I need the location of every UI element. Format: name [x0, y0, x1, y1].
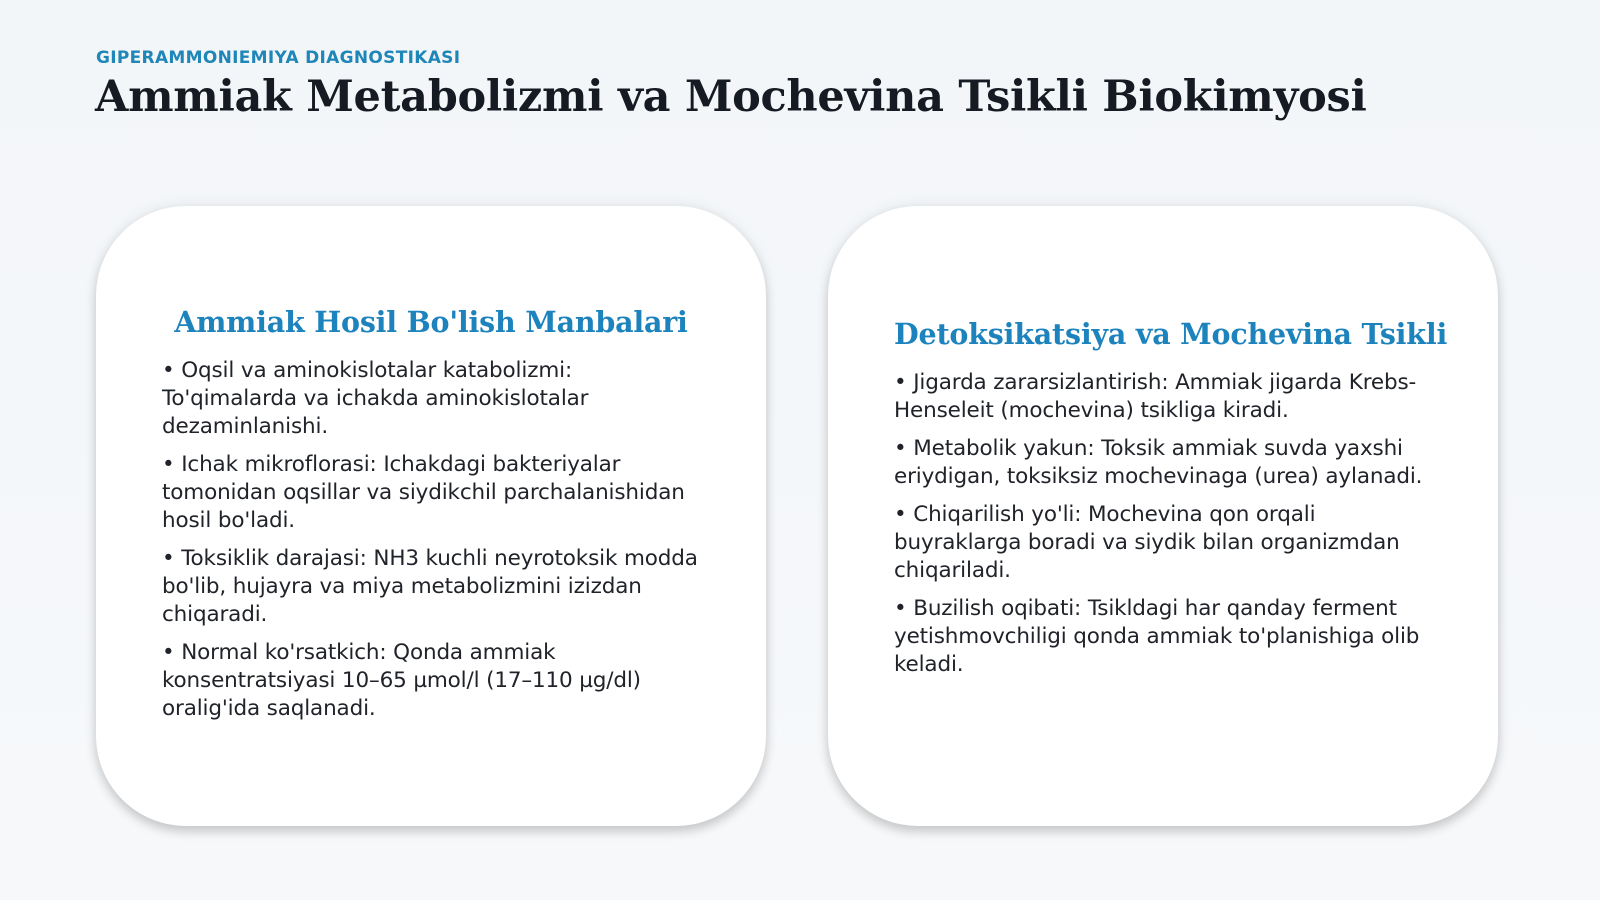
list-item: • Buzilish oqibati: Tsikldagi har qanday ferment yetishmovchiligi qonda ammiak to'planishiga olib keladi. [894, 596, 1420, 677]
card-ammonia-sources [96, 206, 766, 826]
list-item: • Metabolik yakun: Toksik ammiak suvda yaxshi eriydigan, toksiksiz mochevinaga (urea) aylanadi. [894, 436, 1423, 489]
page-title: Ammiak Metabolizmi va Mochevina Tsikli Biokimyosi [95, 72, 1367, 122]
card-title: Detoksikatsiya va Mochevina Tsikli [894, 317, 1448, 351]
list-item: • Chiqarilish yo'li: Mochevina qon orqali buyraklarga boradi va siydik bilan organizmdan chiqariladi. [894, 502, 1400, 583]
card-urea-cycle [828, 206, 1498, 826]
bullet-list [894, 369, 1432, 679]
list-item: • Toksiklik darajasi: NH3 kuchli neyrotoksik modda bo'lib, hujayra va miya metabolizmini izizdan chiqaradi. [162, 546, 698, 627]
list-item: • Ichak mikroflorasi: Ichakdagi bakteriyalar tomonidan oqsillar va siydikchil parchalanishidan hosil bo'ladi. [162, 452, 685, 533]
list-item: • Oqsil va aminokislotalar katabolizmi: To'qimalarda va ichakda aminokislotalar dezaminlanishi. [162, 358, 589, 439]
section-eyebrow: GIPERAMMONIEMIYA DIAGNOSTIKASI [96, 48, 461, 68]
bullet-list [162, 357, 700, 723]
list-item: • Normal ko'rsatkich: Qonda ammiak konsentratsiyasi 10–65 µmol/l (17–110 µg/dl) oralig'ida saqlanadi. [162, 640, 641, 721]
list-item: • Jigarda zararsizlantirish: Ammiak jigarda Krebs-Henseleit (mochevina) tsikliga kiradi. [894, 370, 1417, 423]
card-title: Ammiak Hosil Bo'lish Manbalari [174, 305, 688, 339]
